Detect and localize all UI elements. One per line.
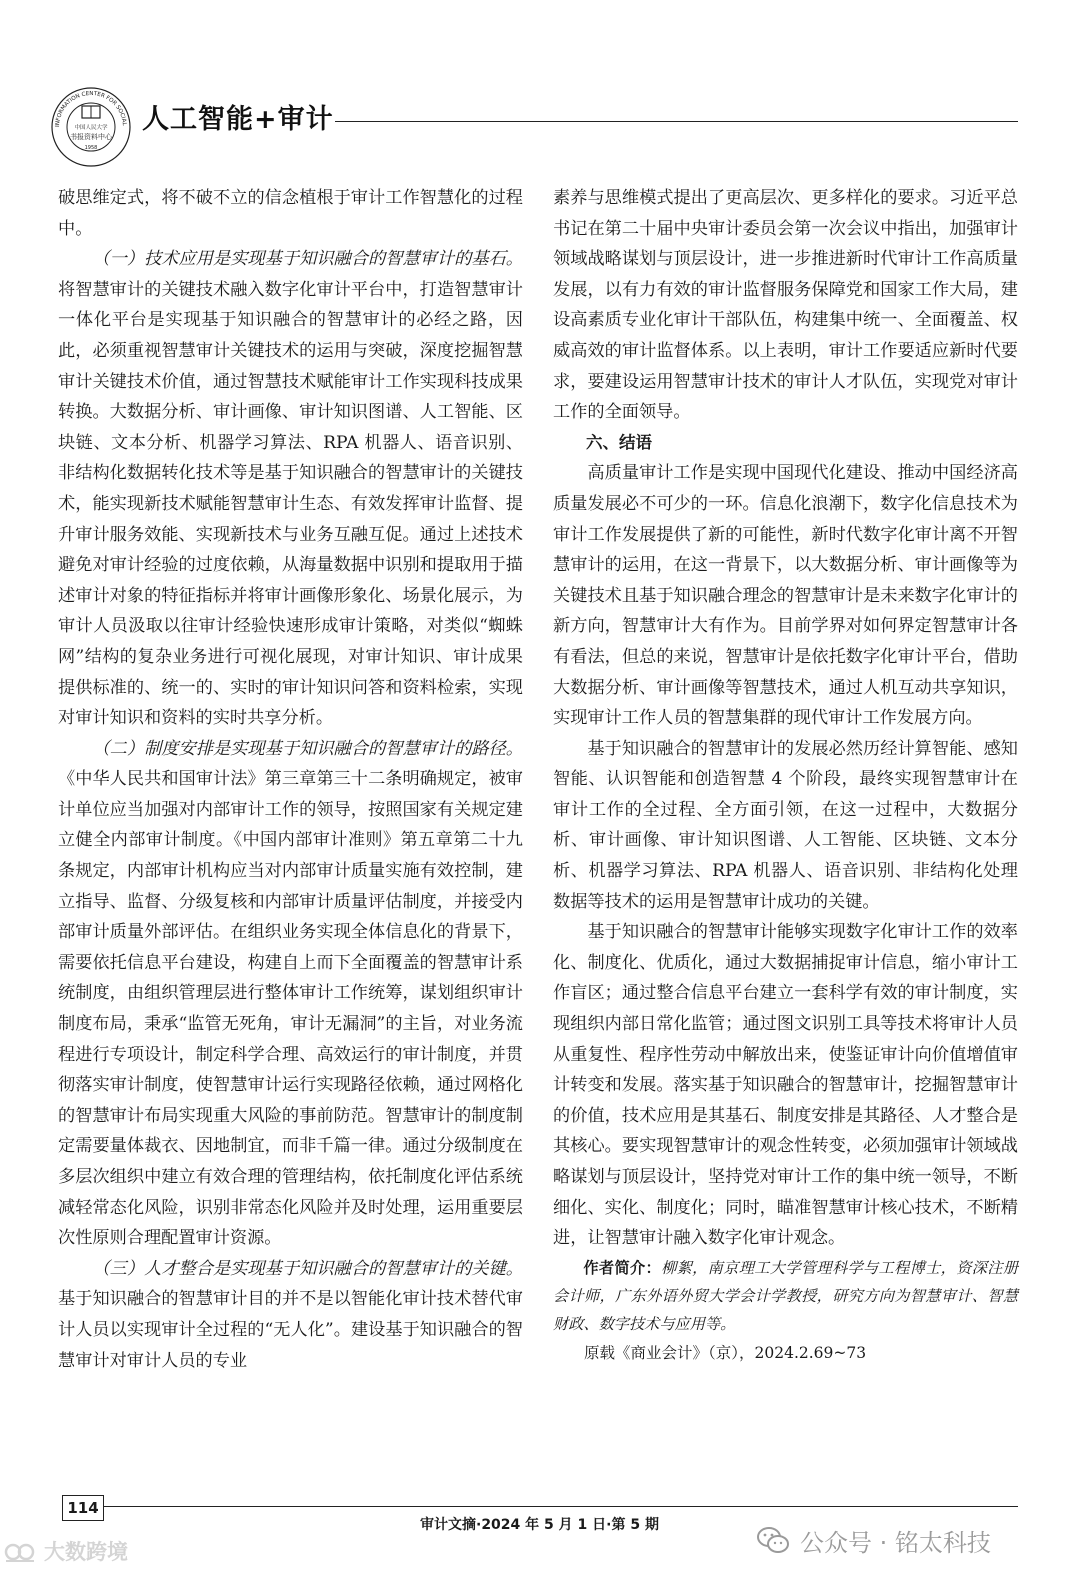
paragraph-body: 《中华人民共和国审计法》第三章第三十二条明确规定，被审计单位应当加强对内部审计工作的领导，按照国家有关规定建立健全内部审计制度。《中国内部审计准则》第五章第二十九条规定，内部审计机构应当对内部审计质量实施有效控制，建立指导、监督、分级复核和内部审计质量评估制度，并接受内部审计质量外部评估。在组织业务实现全体信息化的背景下，需要依托信息平台建设，构建自上而下全面覆盖的智慧审计系统制度，由组织管理层进行整体审计工作统筹，谋划组织审计制度布局，秉承“监管无死角，审计无漏洞”的主旨，对业务流程进行专项设计，制定科学合理、高效运行的审计制度，并贯彻落实审计制度，使智慧审计运行实现路径依赖，通过网格化的智慧审计布局实现重大风险的事前防范。智慧审计的制度制定需要量体裁衣、因地制宜，而非千篇一律。通过分级制度在多层次组织中建立有效合理的管理结构，依托制度化评估系统减轻常态化风险，识别非常态化风险并及时处理，运用重要层次性原则合理配置审计资源。 xyxy=(58,769,523,1249)
paragraph: 基于知识融合的智慧审计的发展必然历经计算智能、感知智能、认识智能和创造智慧 4 个阶段，最终实现智慧审计在审计工作的全过程、全方面引领，在这一过程中，大数据分析、审计画像、审计知识图谱、人工智能、区块链、文本分析、机器学习算法、RPA 机器人、语音识别、非结构化处理数据等技术的运用是智慧审计成功的关键。 xyxy=(553,738,1018,912)
paragraph-lead: （三）人才整合是实现基于知识融合的智慧审计的关键。 xyxy=(92,1258,523,1279)
paragraph xyxy=(58,734,523,1254)
footer-rule xyxy=(104,1506,1018,1507)
paragraph: 破思维定式，将不破不立的信念植根于审计工作智慧化的过程中。 xyxy=(58,188,523,239)
left-column xyxy=(58,183,523,1376)
logo-name: 书报资料中心 xyxy=(70,133,112,141)
logo-ring-text: INFORMATION CENTER FOR SOCIAL xyxy=(54,90,127,128)
page-number: 114 xyxy=(62,1495,104,1521)
author-label: 作者简介： xyxy=(583,1258,662,1277)
header-rule xyxy=(335,121,1018,122)
svg-text:INFORMATION CENTER FOR SOCIAL xyxy=(50,86,127,128)
watermark-right xyxy=(756,1518,991,1562)
paragraph-lead: （二）制度安排是实现基于知识融合的智慧审计的路径。 xyxy=(92,738,523,759)
author-bio xyxy=(553,1254,1018,1338)
section-title: 六、结语 xyxy=(586,432,652,452)
logo-inner-text: 中国人民大学 xyxy=(74,125,108,131)
watermark-left xyxy=(4,1534,128,1570)
watermark-right-text: 公众号 · 铭太科技 xyxy=(800,1528,991,1557)
paragraph-body: 将智慧审计的关键技术融入数字化审计平台中，打造智慧审计一体化平台是实现基于知识融合的智慧审计的必经之路，因此，必须重视智慧审计关键技术的运用与突破，深度挖掘智慧审计关键技术价值，通过智慧技术赋能审计工作实现科技成果转换。大数据分析、审计画像、审计知识图谱、人工智能、区块链、文本分析、机器学习算法、RPA 机器人、语音识别、非结构化数据转化技术等是基于知识融合的智慧审计的关键技术，能实现新技术赋能智慧审计生态、有效发挥审计监督、提升审计服务效能、实现新技术与业务互融互促。通过上述技术避免对审计经验的过度依赖，从海量数据中识别和提取用于描述审计对象的特征指标并将审计画像形象化、场景化展示，为审计人员汲取以往审计经验快速形成审计策略，对类似“蜘蛛网”结构的复杂业务进行可视化展现，对审计知识、审计成果提供标准的、统一的、实时的审计知识问答和资料检索，实现对审计知识和资料的实时共享分析。 xyxy=(58,279,523,729)
paragraph: 素养与思维模式提出了更高层次、更多样化的要求。习近平总书记在第二十届中央审计委员会第一次会议中指出，加强审计领域战略谋划与顶层设计，进一步推进新时代审计工作高质量发展，以有力有效的审计监督服务保障党和国家工作大局，建设高素质专业化审计干部队伍，构建集中统一、全面覆盖、权威高效的审计监督体系。以上表明，审计工作要适应新时代要求，要建设运用智慧审计技术的审计人才队伍，实现党对审计工作的全面领导。 xyxy=(553,188,1018,423)
section-header-title: 人工智能+审计 xyxy=(142,104,334,135)
paragraph xyxy=(58,1254,523,1376)
publisher-logo xyxy=(50,86,132,168)
paragraph: 高质量审计工作是实现中国现代化建设、推动中国经济高质量发展必不可少的一环。信息化浪潮下，数字化信息技术为审计工作发展提供了新的可能性，新时代数字化审计离不开智慧审计的运用，在这一背景下，以大数据分析、审计画像等为关键技术且基于知识融合理念的智慧审计是未来数字化审计的新方向，智慧审计大有作为。目前学界对如何界定智慧审计各有看法，但总的来说，智慧审计是依托数字化审计平台，借助大数据分析、审计画像等智慧技术，通过人机互动共享知识，实现审计工作人员的智慧集群的现代审计工作发展方向。 xyxy=(553,463,1018,729)
right-column xyxy=(553,183,1018,1368)
paragraph-body: 基于知识融合的智慧审计目的并不是以智能化审计技术替代审计人员以实现审计全过程的“无人化”。建设基于知识融合的智慧审计对审计人员的专业 xyxy=(58,1289,523,1371)
paragraph: 基于知识融合的智慧审计能够实现数字化审计工作的效率化、制度化、优质化，通过大数据捕捉审计信息，缩小审计工作盲区；通过整合信息平台建立一套科学有效的审计制度，实现组织内部日常化监管；通过图文识别工具等技术将审计人员从重复性、程序性劳动中解放出来，使鉴证审计向价值增值审计转变和发展。落实基于知识融合的智慧审计，挖掘智慧审计的价值，技术应用是其基石、制度安排是其路径、人才整合是其核心。要实现智慧审计的观念性转变，必须加强审计领域战略谋划与顶层设计，坚持党对审计工作的集中统一领导，不断细化、实化、制度化；同时，瞄准智慧审计核心技术，不断精进，让智慧审计融入数字化审计观念。 xyxy=(553,922,1018,1249)
watermark-left-text: 大数跨境 xyxy=(44,1540,128,1564)
paragraph-lead: （一）技术应用是实现基于知识融合的智慧审计的基石。 xyxy=(92,249,523,270)
cross-border-logo-icon xyxy=(4,1539,38,1565)
source-citation: 原载《商业会计》（京），2024.2.69~73 xyxy=(584,1343,867,1362)
logo-year: 1958 xyxy=(84,145,98,151)
author-text: 柳絮，南京理工大学管理科学与工程博士，资深注册会计师，广东外语外贸大学会计学教授，研究方向为智慧审计、智慧财政、数字技术与应用等。 xyxy=(553,1258,1019,1333)
paragraph xyxy=(58,244,523,734)
journal-issue: 审计文摘·2024 年 5 月 1 日·第 5 期 xyxy=(420,1517,659,1533)
wechat-icon xyxy=(756,1525,790,1555)
